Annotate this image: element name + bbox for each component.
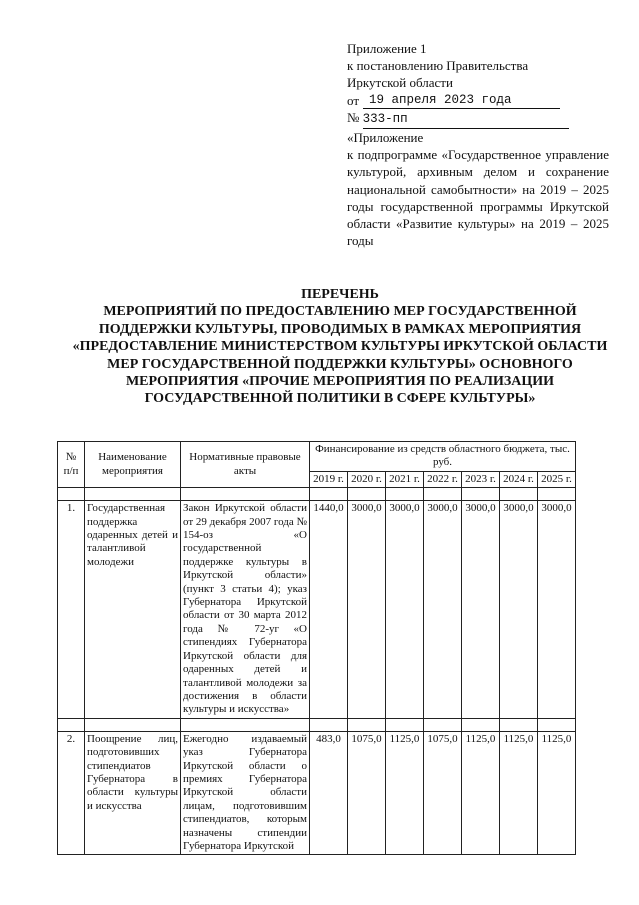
appendix-block — [347, 40, 609, 249]
row-value: 1075,0 — [424, 731, 462, 855]
row-value: 3000,0 — [538, 501, 576, 719]
header-num: № п/п — [58, 442, 85, 488]
row-value: 1125,0 — [538, 731, 576, 855]
header-year: 2024 г. — [500, 471, 538, 487]
header-year: 2022 г. — [424, 471, 462, 487]
table-row — [58, 501, 576, 719]
row-value: 1075,0 — [348, 731, 386, 855]
appendix-date-line — [347, 92, 609, 109]
row-value: 1125,0 — [500, 731, 538, 855]
title-heading: ПЕРЕЧЕНЬ — [301, 287, 379, 302]
date-prefix: от — [347, 92, 360, 108]
row-value: 3000,0 — [424, 501, 462, 719]
row-value: 3000,0 — [500, 501, 538, 719]
row-num: 2. — [58, 731, 85, 855]
header-year: 2023 г. — [462, 471, 500, 487]
date-value: 19 апреля 2023 года — [363, 93, 560, 109]
number-value: 333-пп — [363, 111, 569, 129]
table-row — [58, 731, 576, 855]
row-num: 1. — [58, 501, 85, 719]
appendix-line-3: Иркутской области — [347, 75, 453, 91]
row-value: 1440,0 — [310, 501, 348, 719]
row-value: 483,0 — [310, 731, 348, 855]
header-funding: Финансирование из средств областного бюджета, тыс. руб. — [310, 442, 576, 472]
header-year: 2025 г. — [538, 471, 576, 487]
row-value: 3000,0 — [348, 501, 386, 719]
document-title — [60, 286, 620, 408]
appendix-quote-line: «Приложение — [347, 130, 424, 146]
row-value: 1125,0 — [462, 731, 500, 855]
title-body: МЕРОПРИЯТИЙ ПО ПРЕДОСТАВЛЕНИЮ МЕР ГОСУДАРСТВЕННОЙ ПОДДЕРЖКИ КУЛЬТУРЫ, ПРОВОДИМЫХ В РАМКАХ МЕРОПРИЯТИЯ «ПРЕДОСТАВЛЕНИЕ МИНИСТЕРСТВОМ КУЛЬТУРЫ ИРКУТСКОЙ ОБЛАСТИ МЕР ГОСУДАРСТВЕННОЙ ПОДДЕРЖКИ КУЛЬТУРЫ» ОСНОВНОГО МЕРОПРИЯТИЯ «ПРОЧИЕ МЕРОПРИЯТИЯ ПО РЕАЛИЗАЦИИ ГОСУДАРСТВЕННОЙ ПОЛИТИКИ В СФЕРЕ КУЛЬТУРЫ» — [72, 304, 608, 407]
row-name: Поощрение лиц, подготовивших стипендиатов Губернатора в области культуры и искусства — [85, 731, 181, 855]
appendix-line-2: к постановлению Правительства — [347, 58, 529, 74]
header-year: 2021 г. — [386, 471, 424, 487]
measures-table — [57, 441, 576, 855]
row-value: 3000,0 — [462, 501, 500, 719]
row-value: 1125,0 — [386, 731, 424, 855]
number-prefix: № — [347, 109, 360, 125]
appendix-number-line — [347, 109, 609, 129]
header-year: 2019 г. — [310, 471, 348, 487]
row-acts: Закон Иркутской области от 29 декабря 2007 года № 154-оз «О государственной поддержке культуры в Иркутской области» (пункт 3 статьи 4); указ Губернатора Иркутской области от 30 марта 2012 года № 72-уг «О стипендиях Губернатора Иркутской области для одаренных детей и талантливой молодежи за достижения в области культуры и искусства» — [181, 501, 310, 719]
row-acts: Ежегодно издаваемый указ Губернатора Иркутской области о премиях Губернатора Иркутской области лицам, подготовившим стипендиатов, которым назначены стипендии Губернатора Иркутской — [181, 731, 310, 855]
header-acts: Нормативные правовые акты — [181, 442, 310, 488]
header-row-1 — [58, 442, 576, 472]
row-value: 3000,0 — [386, 501, 424, 719]
spacer-row — [58, 488, 576, 501]
row-name: Государственная поддержка одаренных детей и талантливой молодежи — [85, 501, 181, 719]
spacer-row — [58, 718, 576, 731]
header-year: 2020 г. — [348, 471, 386, 487]
appendix-line-1: Приложение 1 — [347, 41, 427, 56]
appendix-quote-text: к подпрограмме «Государственное управление культурой, архивным делом и сохранение национальной самобытности» на 2019 – 2025 годы государственной программы Иркутской области «Развитие культуры» на 2019 – 2025 годы — [347, 147, 609, 249]
header-name: Наименование мероприятия — [85, 442, 181, 488]
